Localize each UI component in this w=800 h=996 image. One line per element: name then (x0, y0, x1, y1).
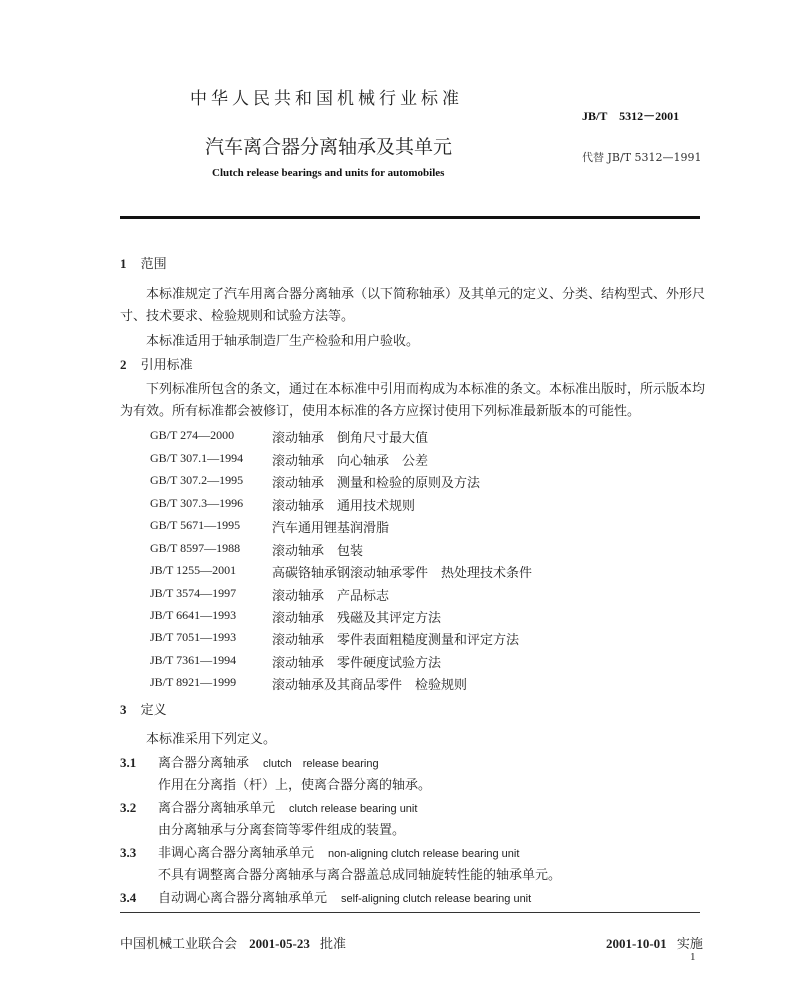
definition-term-en: clutch release bearing unit (289, 803, 418, 815)
section-1-heading (120, 253, 167, 272)
approval-info (120, 933, 346, 952)
definition-description: 作用在分离指（杆）上，使离合器分离的轴承。 (158, 778, 432, 793)
effective-date: 2001-10-01 (606, 936, 667, 951)
effective-label: 实施 (676, 937, 703, 952)
definition-number: 3.2 (120, 800, 137, 815)
definition-term-en: self-aligning clutch release bearing unit (341, 893, 532, 905)
reference-code: JB/T 8921—1999 (150, 675, 237, 689)
approved-date: 2001-05-23 (249, 936, 310, 951)
definition-term-en: non-aligning clutch release bearing unit (328, 848, 520, 860)
reference-code: JB/T 1255—2001 (150, 563, 237, 577)
reference-code: JB/T 3574—1997 (150, 586, 237, 600)
reference-code: GB/T 307.1—1994 (150, 451, 244, 465)
reference-code: JB/T 6641—1993 (150, 608, 237, 622)
reference-title: 滚动轴承 包装 (272, 544, 364, 559)
definition-item (120, 752, 379, 771)
reference-title: 滚动轴承 零件表面粗糙度测量和评定方法 (272, 633, 520, 648)
definition-number: 3.4 (120, 890, 137, 905)
footer-divider (120, 912, 700, 913)
definition-number: 3.3 (120, 845, 137, 860)
reference-title: 汽车通用锂基润滑脂 (272, 521, 390, 536)
definition-term-cn: 非调心离合器分离轴承单元 (158, 846, 315, 861)
reference-title: 滚动轴承 倒角尺寸最大值 (272, 431, 429, 446)
reference-code: GB/T 8597—1988 (150, 541, 241, 555)
section-3-heading (120, 699, 167, 718)
document-title: 汽车离合器分离轴承及其单元 (205, 136, 453, 158)
definition-description: 不具有调整离合器分离轴承与离合器盖总成同轴旋转性能的轴承单元。 (158, 868, 562, 883)
header-divider (120, 216, 700, 219)
reference-title: 滚动轴承 残磁及其评定方法 (272, 611, 442, 626)
reference-title: 滚动轴承 测量和检验的原则及方法 (272, 476, 481, 491)
effective-info (606, 933, 703, 952)
reference-code: JB/T 7361—1994 (150, 653, 237, 667)
definition-term-en: clutch release bearing (263, 758, 379, 770)
definition-term-cn: 自动调心离合器分离轴承单元 (158, 891, 328, 906)
definition-item (120, 842, 519, 861)
document-title-english: Clutch release bearings and units for automobiles (212, 167, 445, 179)
definition-number: 3.1 (120, 755, 137, 770)
section-1-number: 1 (120, 256, 127, 271)
reference-title: 滚动轴承 零件硬度试验方法 (272, 656, 442, 671)
definition-term-cn: 离合器分离轴承 (158, 756, 250, 771)
reference-code: GB/T 307.3—1996 (150, 496, 244, 510)
section-2-number: 2 (120, 357, 127, 372)
section-1-title: 范围 (140, 257, 167, 272)
reference-title: 滚动轴承及其商品零件 检验规则 (272, 678, 468, 693)
standard-number: JB/T 5312－2001 (582, 109, 680, 123)
definition-description: 由分离轴承与分离套筒等零件组成的装置。 (158, 823, 406, 838)
reference-code: GB/T 307.2—1995 (150, 473, 244, 487)
replaces-standard: 代替 JB/T 5312—1991 (582, 151, 702, 164)
reference-title: 滚动轴承 产品标志 (272, 589, 390, 604)
reference-code: GB/T 5671—1995 (150, 518, 241, 532)
issuing-organization: 中华人民共和国机械行业标准 (190, 89, 463, 109)
section-2-title: 引用标准 (140, 358, 193, 373)
reference-title: 滚动轴承 通用技术规则 (272, 499, 416, 514)
section-3-intro: 本标准采用下列定义。 (146, 732, 277, 747)
definition-term-cn: 离合器分离轴承单元 (158, 801, 276, 816)
definition-item (120, 797, 417, 816)
reference-title: 滚动轴承 向心轴承 公差 (272, 454, 429, 469)
reference-code: JB/T 7051—1993 (150, 630, 237, 644)
section-3-number: 3 (120, 702, 127, 717)
section-1-paragraph-1: 本标准规定了汽车用离合器分离轴承（以下简称轴承）及其单元的定义、分类、结构型式、外形尺寸、技术要求、检验规则和试验方法等。 (120, 287, 706, 324)
section-2-heading (120, 354, 193, 373)
approved-label: 批准 (319, 937, 346, 952)
definition-item (120, 887, 531, 906)
section-1-paragraph-2: 本标准适用于轴承制造厂生产检验和用户验收。 (146, 334, 420, 349)
reference-title: 高碳铬轴承钢滚动轴承零件 热处理技术条件 (272, 566, 533, 581)
approver: 中国机械工业联合会 (120, 937, 238, 952)
page-number: 1 (690, 951, 696, 963)
section-2-paragraph-1: 下列标准所包含的条文，通过在本标准中引用而构成为本标准的条文。本标准出版时，所示版本均为有效。所有标准都会被修订，使用本标准的各方应探讨使用下列标准最新版本的可能性。 (120, 382, 706, 419)
section-3-title: 定义 (140, 703, 167, 718)
reference-code: GB/T 274—2000 (150, 428, 235, 442)
